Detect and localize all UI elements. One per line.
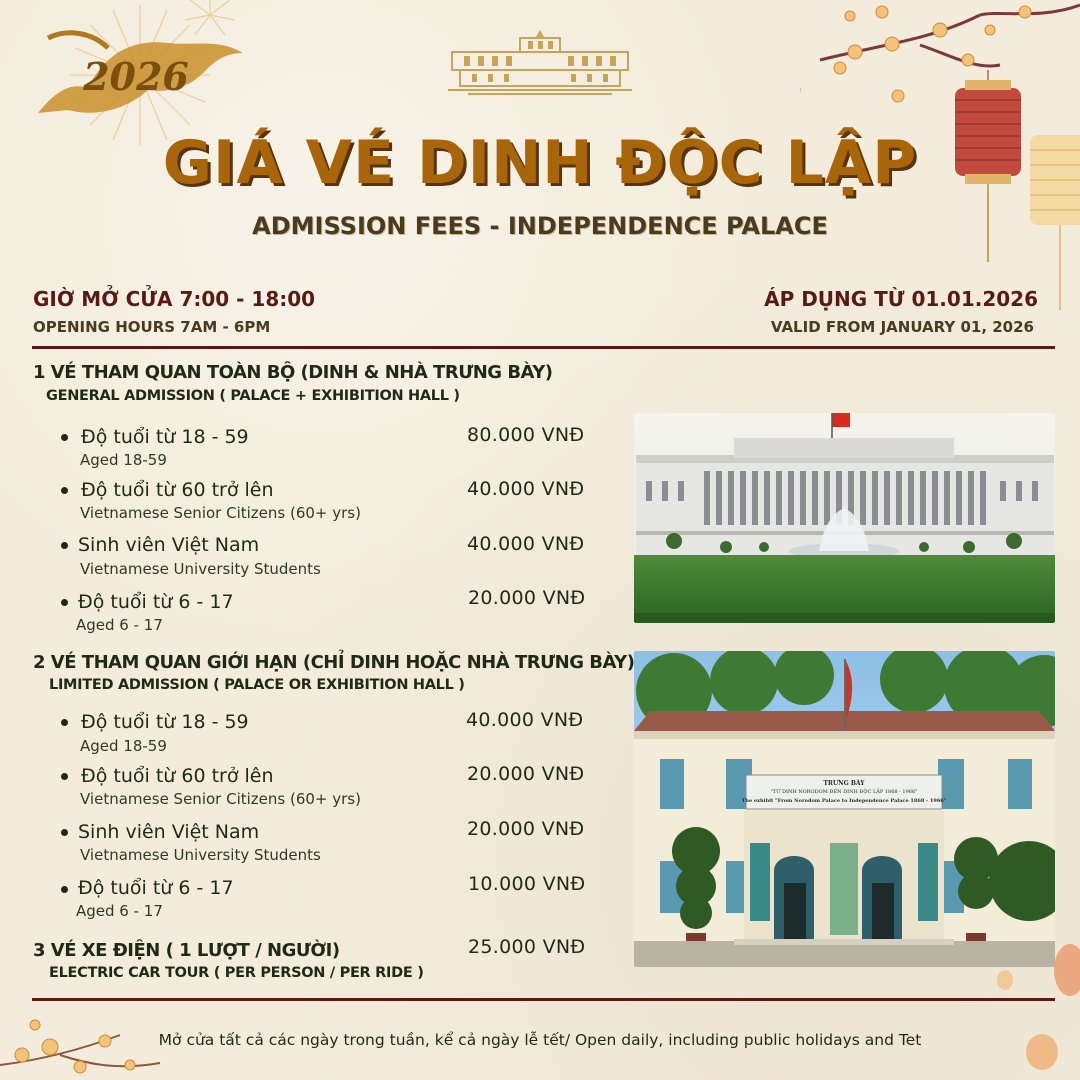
ticket-label-en: Aged 18-59 [80,737,167,755]
exhibit-banner-subtitle: "TỪ DINH NORODOM ĐẾN DINH ĐỘC LẬP 1868 - 1966" [770,789,918,795]
bullet-icon [61,773,68,780]
ticket-price: 40.000 VNĐ [467,533,585,555]
divider [32,998,1055,1001]
exhibition-hall-photo [634,651,1055,967]
section-title-en: GENERAL ADMISSION ( PALACE + EXHIBITION HALL ) [46,388,460,404]
ticket-label-vi: Độ tuổi từ 6 - 17 [78,877,234,899]
ticket-price: 40.000 VNĐ [466,709,584,731]
valid-from-en: VALID FROM JANUARY 01, 2026 [770,318,1034,336]
ticket-label-en: Aged 6 - 17 [76,616,163,634]
ticket-price: 80.000 VNĐ [467,424,585,446]
lantern-icon [990,940,1080,1080]
ticket-label-vi: Sinh viên Việt Nam [78,821,260,843]
ticket-label-en: Vietnamese University Students [80,846,321,864]
horse-2026-icon [18,18,253,128]
page-subtitle: ADMISSION FEES - INDEPENDENCE PALACE [252,212,828,240]
palace-logo-icon [448,28,632,96]
bullet-icon [61,434,68,441]
ticket-price: 25.000 VNĐ [468,936,586,958]
ticket-label-vi: Độ tuổi từ 6 - 17 [78,591,234,613]
bullet-icon [61,719,68,726]
ticket-label-vi: Độ tuổi từ 18 - 59 [81,426,249,448]
bullet-icon [61,829,68,836]
divider [32,346,1055,349]
opening-hours-en: OPENING HOURS 7AM - 6PM [33,318,271,336]
section-title-en: LIMITED ADMISSION ( PALACE OR EXHIBITION HALL ) [49,677,465,693]
section-title-en: ELECTRIC CAR TOUR ( PER PERSON / PER RIDE ) [49,965,424,981]
bullet-icon [61,542,68,549]
section-title-vi: 2 VÉ THAM QUAN GIỚI HẠN (CHỈ DINH HOẶC NHÀ TRƯNG BÀY) [33,652,635,673]
ticket-label-vi: Độ tuổi từ 18 - 59 [81,711,249,733]
independence-palace-photo [634,413,1055,623]
bullet-icon [61,487,68,494]
ticket-price: 40.000 VNĐ [467,478,585,500]
ticket-price: 20.000 VNĐ [467,818,585,840]
ticket-price: 10.000 VNĐ [468,873,586,895]
ticket-label-vi: Độ tuổi từ 60 trở lên [81,479,274,501]
ticket-label-vi: Sinh viên Việt Nam [78,534,260,556]
valid-from-vi: ÁP DỤNG TỪ 01.01.2026 [764,287,1038,311]
ticket-label-en: Aged 6 - 17 [76,902,163,920]
exhibit-banner-title: TRƯNG BÀY [823,780,865,787]
ticket-label-vi: Độ tuổi từ 60 trở lên [81,765,274,787]
ticket-price: 20.000 VNĐ [468,587,586,609]
exhibit-banner-en: The exhibit "From Norodom Palace to Independence Palace 1868 - 1966" [741,798,947,804]
ticket-label-en: Vietnamese Senior Citizens (60+ yrs) [80,790,361,808]
section-title-vi: 3 VÉ XE ĐIỆN ( 1 LƯỢT / NGƯỜI) [33,940,340,961]
footer-note: Mở cửa tất cả các ngày trong tuần, kể cả ngày lễ tết/ Open daily, including public holidays and Tet [158,1031,922,1049]
bullet-icon [61,599,68,606]
ticket-price: 20.000 VNĐ [467,763,585,785]
ticket-label-en: Vietnamese Senior Citizens (60+ yrs) [80,504,361,522]
section-title-vi: 1 VÉ THAM QUAN TOÀN BỘ (DINH & NHÀ TRƯNG BÀY) [33,362,553,383]
year-badge: 2026 [83,54,189,99]
opening-hours-vi: GIỜ MỞ CỬA 7:00 - 18:00 [33,287,316,311]
bullet-icon [61,886,68,893]
ticket-label-en: Aged 18-59 [80,451,167,469]
page-title: GIÁ VÉ DINH ĐỘC LẬP [162,128,918,198]
ticket-label-en: Vietnamese University Students [80,560,321,578]
